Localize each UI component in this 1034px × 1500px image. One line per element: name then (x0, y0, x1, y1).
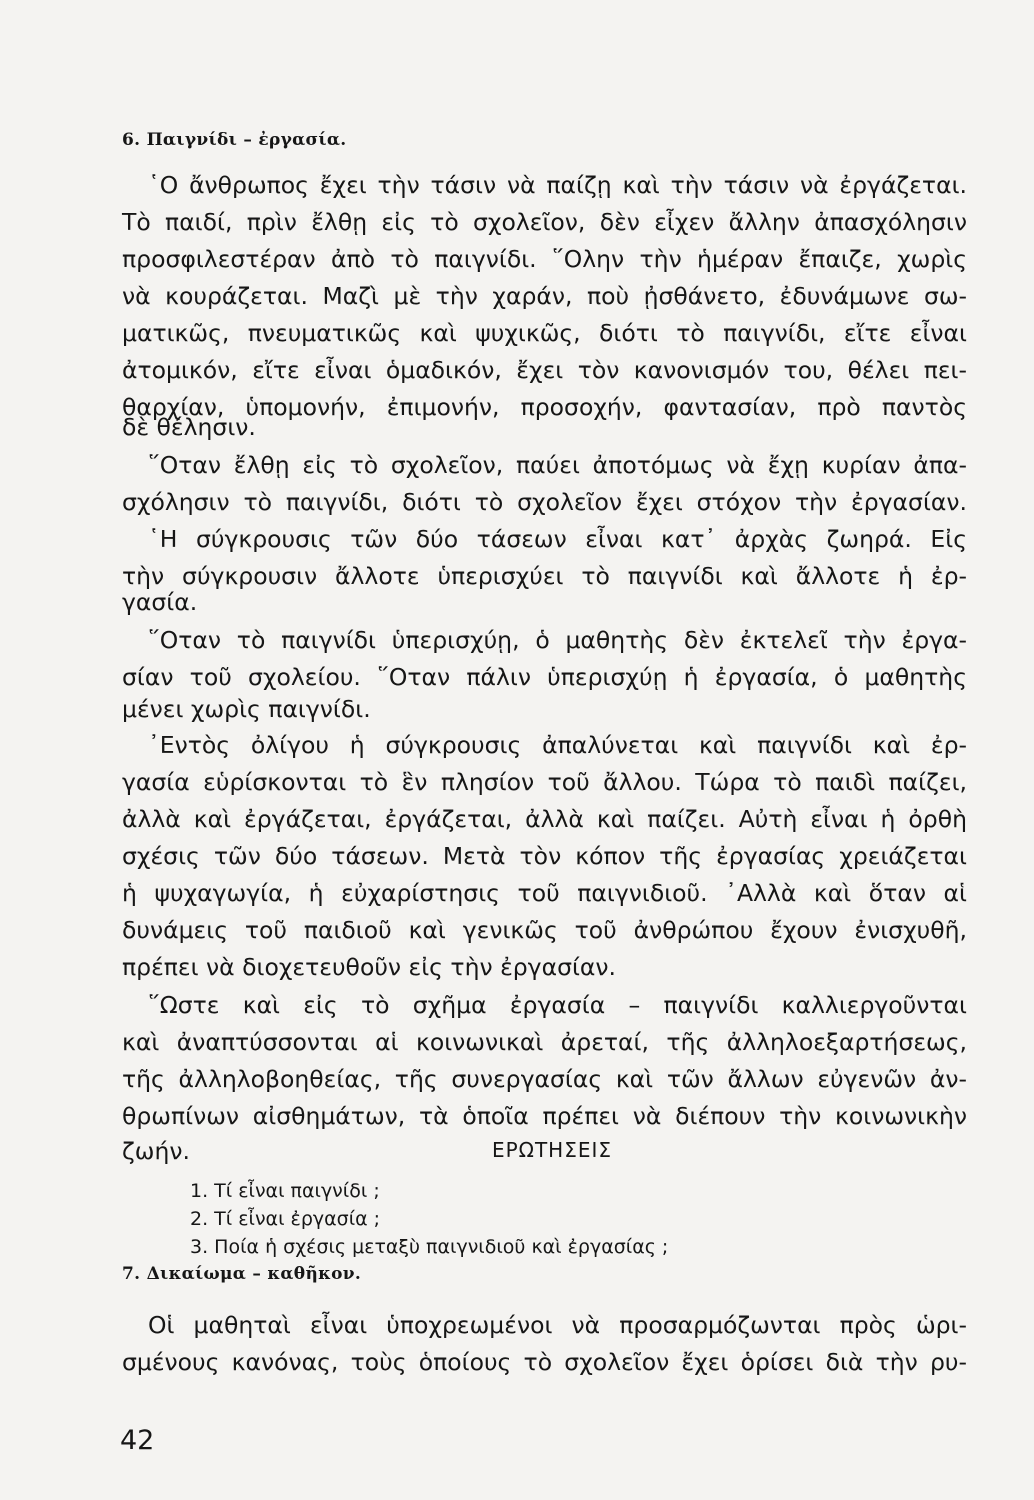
section-heading: 7. Δικαίωμα – καθῆκον. (122, 1264, 362, 1284)
section-heading: 6. Παιγνίδι – ἐργασία. (122, 130, 347, 150)
paragraph-line: ῾Η σύγκρουσις τῶν δύο τάσεων εἶναι κατ᾽ ἀρχὰς ζωηρά. Εἰς (148, 525, 967, 553)
paragraph-line: σίαν τοῦ σχολείου. ῞Οταν πάλιν ὑπερισχύῃ ἡ ἐργασία, ὁ μαθητὴς (122, 663, 967, 691)
paragraph-line: σχέσις τῶν δύο τάσεων. Μετὰ τὸν κόπον τῆς ἐργασίας χρειάζεται (122, 842, 967, 870)
question-item: 3. Ποία ἡ σχέσις μεταξὺ παιγνιδιοῦ καὶ ἐργασίας ; (190, 1236, 669, 1258)
paragraph-line: σμένους κανόνας, τοὺς ὁποίους τὸ σχολεῖον ἔχει ὁρίσει διὰ τὴν ρυ- (122, 1348, 967, 1376)
questions-title: ΕΡΩΤΗΣΕΙΣ (491, 1138, 613, 1162)
paragraph-line: ῞Οταν τὸ παιγνίδι ὑπερισχύῃ, ὁ μαθητὴς δὲν ἐκτελεῖ τὴν ἐργα- (148, 626, 967, 654)
paragraph-line: ἡ ψυχαγωγία, ἡ εὐχαρίστησις τοῦ παιγνιδιοῦ. ᾽Αλλὰ καὶ ὅταν αἱ (122, 879, 967, 907)
paragraph-line: Οἱ μαθηταὶ εἶναι ὑποχρεωμένοι νὰ προσαρμόζωνται πρὸς ὡρι- (148, 1311, 967, 1339)
paragraph-line: ῞Οταν ἔλθῃ εἰς τὸ σχολεῖον, παύει ἀποτόμως νὰ ἔχῃ κυρίαν ἀπα- (148, 451, 967, 479)
paragraph-line: γασία. (122, 588, 198, 616)
paragraph-line: ζωήν. (122, 1137, 190, 1165)
paragraph-line: ματικῶς, πνευματικῶς καὶ ψυχικῶς, διότι τὸ παιγνίδι, εἴτε εἶναι (122, 319, 967, 347)
paragraph-line: ᾽Εντὸς ὀλίγου ἡ σύγκρουσις ἀπαλύνεται καὶ παιγνίδι καὶ ἐρ- (148, 731, 967, 759)
paragraph-line: θρωπίνων αἰσθημάτων, τὰ ὁποῖα πρέπει νὰ διέπουν τὴν κοινωνικὴν (122, 1102, 967, 1130)
paragraph-line: γασία εὑρίσκονται τὸ ἓν πλησίον τοῦ ἄλλου. Τώρα τὸ παιδὶ παίζει, (122, 768, 967, 796)
paragraph-line: τὴν σύγκρουσιν ἄλλοτε ὑπερισχύει τὸ παιγνίδι καὶ ἄλλοτε ἡ ἐρ- (122, 562, 967, 590)
question-item: 2. Τί εἶναι ἐργασία ; (190, 1208, 381, 1230)
paragraph-line: δυνάμεις τοῦ παιδιοῦ καὶ γενικῶς τοῦ ἀνθρώπου ἔχουν ἐνισχυθῆ, (122, 916, 967, 944)
paragraph-line: πρέπει νὰ διοχετευθοῦν εἰς τὴν ἐργασίαν. (122, 953, 617, 981)
paragraph-line: ῞Ωστε καὶ εἰς τὸ σχῆμα ἐργασία – παιγνίδι καλλιεργοῦνται (148, 991, 967, 1019)
paragraph-line: ἀλλὰ καὶ ἐργάζεται, ἐργάζεται, ἀλλὰ καὶ παίζει. Αὐτὴ εἶναι ἡ ὀρθὴ (122, 805, 967, 833)
question-item: 1. Τί εἶναι παιγνίδι ; (190, 1180, 380, 1202)
paragraph-line: προσφιλεστέραν ἀπὸ τὸ παιγνίδι. ῞Ολην τὴν ἡμέραν ἔπαιζε, χωρὶς (122, 245, 967, 273)
paragraph-line: Τὸ παιδί, πρὶν ἔλθῃ εἰς τὸ σχολεῖον, δὲν εἶχεν ἄλλην ἀπασχόλησιν (122, 208, 967, 236)
paragraph-line: νὰ κουράζεται. Μαζὶ μὲ τὴν χαράν, ποὺ ᾐσθάνετο, ἐδυνάμωνε σω- (122, 282, 967, 310)
paragraph-line: ἀτομικόν, εἴτε εἶναι ὁμαδικόν, ἔχει τὸν κανονισμόν του, θέλει πει- (122, 356, 967, 384)
page-number: 42 (120, 1425, 155, 1456)
paragraph-line: σχόλησιν τὸ παιγνίδι, διότι τὸ σχολεῖον ἔχει στόχον τὴν ἐργασίαν. (122, 488, 967, 516)
paragraph-line: θαρχίαν, ὑπομονήν, ἐπιμονήν, προσοχήν, φαντασίαν, πρὸ παντὸς (122, 393, 967, 421)
paragraph-line: δὲ θέλησιν. (122, 413, 256, 441)
paragraph-line: ῾Ο ἄνθρωπος ἔχει τὴν τάσιν νὰ παίζῃ καὶ τὴν τάσιν νὰ ἐργάζεται. (148, 171, 967, 199)
paragraph-line: καὶ ἀναπτύσσονται αἱ κοινωνικαὶ ἀρεταί, τῆς ἀλληλοεξαρτήσεως, (122, 1028, 967, 1056)
paragraph-line: μένει χωρὶς παιγνίδι. (122, 695, 371, 723)
paragraph-line: τῆς ἀλληλοβοηθείας, τῆς συνεργασίας καὶ τῶν ἄλλων εὐγενῶν ἀν- (122, 1065, 967, 1093)
